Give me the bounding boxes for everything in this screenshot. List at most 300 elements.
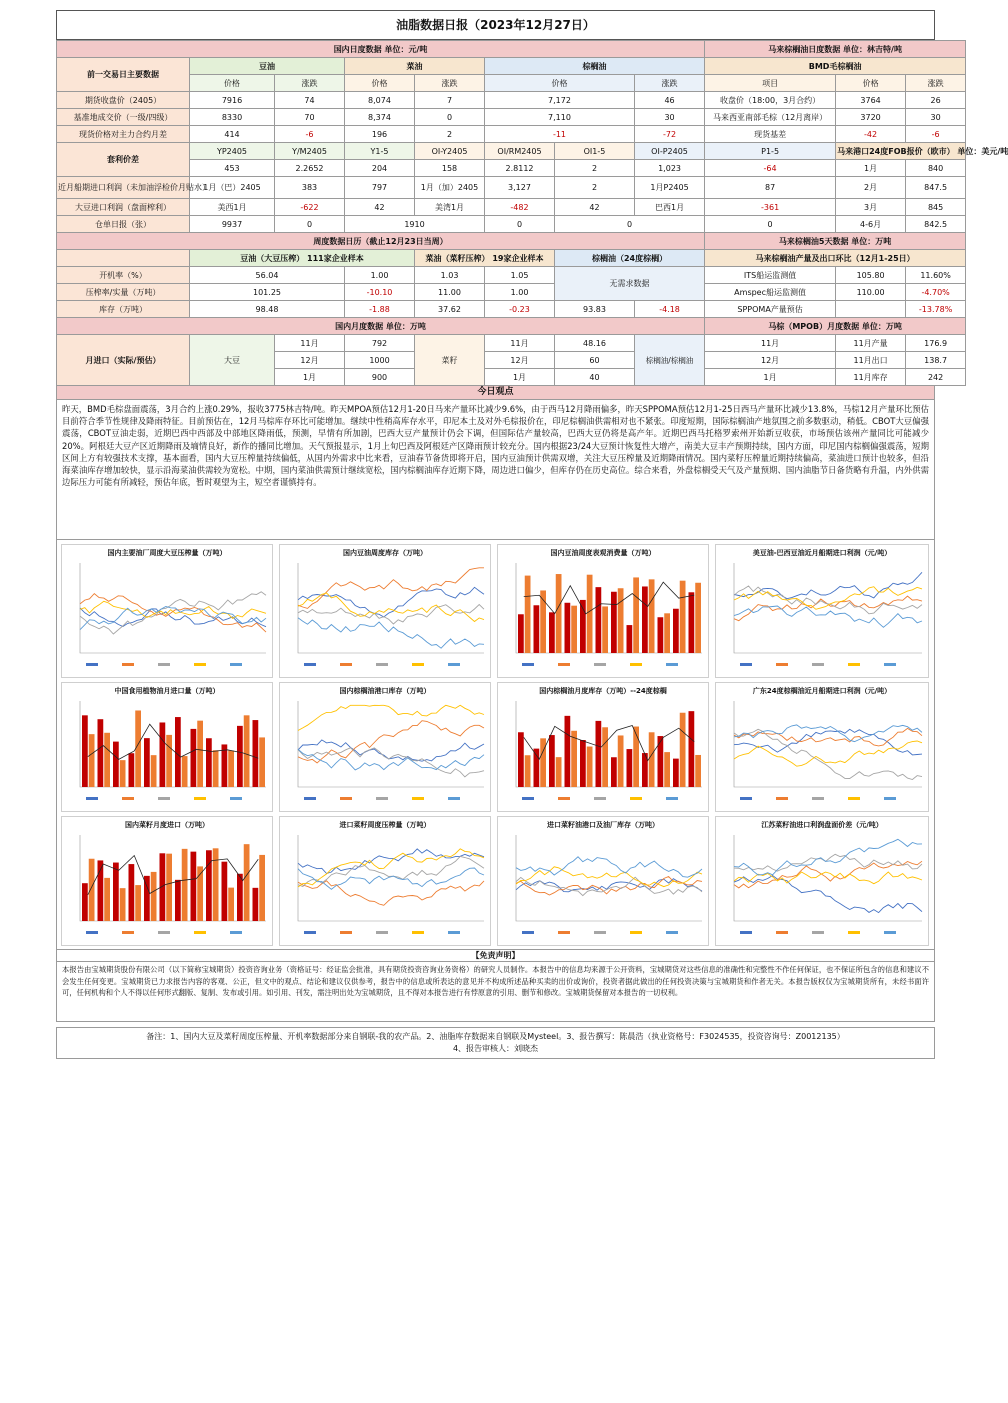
legend-swatch (884, 797, 896, 800)
cell: 453 (190, 160, 275, 177)
cell: 8,374 (345, 109, 415, 126)
cell: 7,172 (485, 92, 635, 109)
chart-bar (618, 588, 624, 653)
month-rape-label: 菜籽 (415, 335, 485, 386)
legend-swatch (558, 663, 570, 666)
chart-graphic (284, 559, 488, 675)
daily-data-table (56, 40, 1008, 386)
legend-swatch (740, 663, 752, 666)
cell: 11月 (275, 335, 345, 352)
cell: 11月 (485, 335, 555, 352)
legend-swatch (448, 663, 460, 666)
legend-swatch (412, 663, 424, 666)
cell: 3720 (836, 109, 906, 126)
chart-line (298, 740, 484, 761)
spread-label: 套利价差 (57, 143, 190, 177)
report-page (56, 10, 1008, 1059)
spread-head: P1-5 (705, 143, 836, 160)
cell: 11月 (705, 335, 836, 352)
chart-bar (113, 742, 119, 787)
chart-bar (82, 883, 88, 921)
disclaimer-title: 【免责声明】 (56, 950, 935, 962)
chart-bar (213, 750, 219, 787)
cell: 11月出口 (836, 352, 906, 369)
chart-bar (587, 575, 593, 653)
row-label: 库存（万吨） (57, 301, 190, 318)
chart-bar (602, 727, 608, 787)
chart-soy-consumption (497, 544, 709, 678)
chart-line (734, 872, 922, 884)
legend-swatch (630, 931, 642, 934)
chart-line (298, 605, 484, 625)
legend-swatch (812, 931, 824, 934)
cell: 1月 (705, 369, 836, 386)
cell: 收盘价（18:00，3月合约） (705, 92, 836, 109)
chart-title: 进口菜籽油港口及油厂库存（万吨） (547, 821, 659, 829)
chart-title: 国内主要油厂周度大豆压榨量（万吨） (107, 549, 227, 557)
chart-palm-port-stock (279, 682, 491, 812)
chart-bar (222, 744, 228, 787)
chart-line (80, 594, 266, 633)
cell: 11.60% (906, 267, 966, 284)
chart-bar (175, 880, 181, 921)
cell: 840 (906, 160, 966, 177)
chart-graphic (720, 697, 926, 809)
cell: 12月 (705, 352, 836, 369)
chart-bar (113, 863, 119, 921)
chart-bar (596, 587, 602, 653)
cell: 3,127 (485, 177, 555, 199)
chart-bar (673, 609, 679, 653)
chart-bar (206, 738, 212, 787)
col-price: 价格 (485, 75, 635, 92)
cell: 2 (415, 126, 485, 143)
cell: 1.00 (345, 267, 415, 284)
cell: 845 (906, 199, 966, 216)
legend-swatch (448, 931, 460, 934)
row-label: 期货收盘价（2405） (57, 92, 190, 109)
cell: 11.00 (415, 284, 485, 301)
legend-swatch (666, 663, 678, 666)
legend-swatch (848, 663, 860, 666)
bmd-header: BMD毛棕榈油 (705, 58, 966, 75)
view-title: 今日观点 (56, 386, 935, 400)
col-item: 项目 (705, 75, 836, 92)
weekly-palm-header: 棕榈油（24度棕榈） (555, 250, 705, 267)
section-malay-daily: 马来棕榈油日度数据 单位：林吉特/吨 (705, 41, 966, 58)
chart-bar (253, 720, 259, 787)
chart-bar (82, 715, 88, 787)
cell: 98.48 (190, 301, 345, 318)
cell: 74 (275, 92, 345, 109)
chart-bar (596, 721, 602, 787)
cell: 37.62 (415, 301, 485, 318)
cell: 11月产量 (836, 335, 906, 352)
chart-line (734, 606, 922, 627)
cell: 2 (555, 160, 635, 177)
chart-bar (518, 732, 524, 787)
row-label: 仓单日报（张） (57, 216, 190, 233)
col-change: 涨跌 (275, 75, 345, 92)
chart-bar (534, 749, 540, 787)
chart-axis (734, 563, 922, 653)
chart-graphic (284, 697, 488, 809)
cell: 美湾1月 (415, 199, 485, 216)
chart-palm-monthly-stock (497, 682, 709, 812)
chart-bar (627, 625, 633, 653)
legend-swatch (194, 931, 206, 934)
table-row (57, 301, 966, 318)
cell: 900 (345, 369, 415, 386)
legend-swatch (122, 797, 134, 800)
chart-axis (734, 701, 922, 787)
cell: 0 (555, 216, 705, 233)
cell: 1月 (836, 160, 906, 177)
chart-graphic (66, 697, 270, 809)
chart-bar (565, 716, 571, 787)
weekly-malay-header: 马来棕榈油产量及出口环比（12月1-25日） (705, 250, 966, 267)
table-row (57, 335, 966, 352)
disclaimer-text: 本报告由宝城期货股份有限公司（以下简称宝城期货）投资咨询业务（资格证号：经证监会批准，具有期货投资咨询业务资格）的研究人员制作。本报告中的信息均来源于公开资料，宝城期货对这些信息的准确性和完整性不作任何保证，也不保证所包含的信息和建议不会发生任何变更。宝城期货已力求报告内容的客观、公正，但文中的观点、结论和建议仅供参考，报告中的信息或所表达的意见并不构成所述品种买卖的出价或询价，投资者据此做出的任何投资决策与宝城期货和作者无关。本报告版权仅为宝城期货所有，未经书面许可，任何机构和个人不得以任何形式翻版、复制、发布或引用。如引用、刊发，需注明出处为宝城期货，且不得对本报告进行有悖原意的引用、删节和修改。宝城期货保留对本报告的一切权利。 (56, 962, 935, 1022)
notes-line-1: 备注：1、国内大豆及菜籽周度压榨量、开机率数据部分来自钢联-我的农产品。2、油脂库存数据来自钢联及Mysteel。3、报告撰写：陈晨浩（执业资格号：F3024535，投资咨询号：Z0012135） (146, 1032, 845, 1041)
legend-swatch (884, 931, 896, 934)
legend-swatch (230, 931, 242, 934)
chart-bar (565, 603, 571, 653)
legend-swatch (522, 931, 534, 934)
section-domestic-daily: 国内日度数据 单位：元/吨 (57, 41, 705, 58)
cell: 1月 (485, 369, 555, 386)
cell: -482 (485, 199, 555, 216)
cell: -64 (705, 160, 836, 177)
cell: 56.04 (190, 267, 345, 284)
cell: 842.5 (906, 216, 966, 233)
chart-bar (680, 713, 686, 787)
table-row (57, 199, 966, 216)
chart-line (734, 876, 922, 913)
chart-soy-import-profit (715, 544, 929, 678)
chart-bar (695, 583, 701, 653)
chart-line (734, 839, 922, 875)
legend-swatch (230, 797, 242, 800)
notes (56, 1027, 935, 1059)
cell: 0 (275, 216, 345, 233)
cell: 2月 (836, 177, 906, 199)
chart-bar (664, 752, 670, 787)
cell: 60 (555, 352, 635, 369)
chart-bar (571, 606, 577, 653)
cell: 1月（巴）2405 (190, 177, 275, 199)
chart-bar (633, 577, 639, 653)
chart-graphic (720, 831, 926, 943)
legend-swatch (158, 663, 170, 666)
table-row (57, 267, 966, 284)
chart-bar (549, 735, 555, 787)
cell: 1.00 (485, 284, 555, 301)
cell: 105.80 (836, 267, 906, 284)
spread-head: OI1-5 (555, 143, 635, 160)
legend-swatch (122, 663, 134, 666)
chart-title: 国内棕榈油月度库存（万吨）--24度棕榈 (539, 687, 667, 695)
chart-bar (237, 726, 243, 787)
cell: -1.88 (345, 301, 415, 318)
legend-swatch (412, 797, 424, 800)
chart-bar (680, 581, 686, 653)
rape-header: 菜油 (345, 58, 485, 75)
table-row (57, 126, 966, 143)
chart-bar (259, 737, 265, 787)
prev-day-label: 前一交易日主要数据 (57, 58, 190, 92)
chart-bar (144, 738, 150, 787)
cell: 11月库存 (836, 369, 906, 386)
cell: 196 (345, 126, 415, 143)
legend-swatch (884, 663, 896, 666)
chart-axis (734, 835, 922, 921)
cell: 0 (415, 109, 485, 126)
cell: -4.70% (906, 284, 966, 301)
legend-swatch (558, 931, 570, 934)
cell: 美西1月 (190, 199, 275, 216)
cell: 158 (415, 160, 485, 177)
chart-title: 国内豆油周度表观消费量（万吨） (550, 549, 656, 557)
cell: 2 (555, 177, 635, 199)
chart-veg-oil-import (61, 682, 273, 812)
chart-bar (135, 710, 141, 787)
fob-header: 马来港口24度FOB报价（欧市） 单位：美元/吨 (836, 143, 966, 160)
chart-bar (222, 862, 228, 921)
chart-bar (166, 854, 172, 921)
legend-swatch (340, 663, 352, 666)
table-row (57, 160, 966, 177)
chart-line (734, 741, 922, 766)
chart-bar (175, 717, 181, 787)
cell: 8,074 (345, 92, 415, 109)
legend-swatch (86, 931, 98, 934)
col-price: 价格 (345, 75, 415, 92)
chart-bar (540, 738, 546, 787)
soy-header: 豆油 (190, 58, 345, 75)
section-mpob-monthly: 马棕（MPOB）月度数据 单位：万吨 (705, 318, 966, 335)
cell: 797 (345, 177, 415, 199)
chart-bar (259, 855, 265, 921)
chart-bar (98, 719, 104, 787)
chart-line (298, 705, 484, 730)
spread-head: YP2405 (190, 143, 275, 160)
chart-line (524, 582, 695, 614)
view-text: 昨天，BMD毛棕盘面震荡，3月合约上涨0.29%，报收3775林吉特/吨。昨天MPOA预估12月1-20日马来产量环比减少9.6%，由于西马12月降雨偏多，昨天SPPOMA预估12月1-25日西马产量环比减少13.8%，马棕12月产量环比预估目前符合季节性规律及降雨特征。目前预估在，12月马棕库存环比可能增加。继续中性稍高库存水平，印尼本土及对外毛棕报价在，印尼棕榈油供需相对也不紧张。印度短期，国际棕榈油产地氛围之前多数驱动，稍低。CBOT大豆偏强震荡，CBOT豆油走弱，近期巴西中西部及中部地区降雨低，预测，早情有所加剧，巴西大豆产量预计仍会下调，但国际估产量较高，巴西大豆仍将是高产年。近期巴西马托格罗索州开始新豆收获，市场预估该州产量同比可能减少20%。阿根廷大豆产区近期降雨及墒情良好，新作的播同比增加。天气预报显示，1月上旬巴西及阿根廷产区降雨预计较充分。国内根据23/24大豆预计恢复性大增产，南美大豆丰产预期持续，国内方面，印尼国内棕榈偏强震荡，短期区间上方有较强技术支撑，基本面看，国内大豆压榨量持续偏低，从国内外需求中比来看，豆油春节备货即将开启，国内豆油预计供需双增，关注大豆压榨量及近期降雨情况。国内菜籽压榨量近期持续偏高，菜油进口预计也较多，但沿海菜油库存增加较快，显示沿海菜油供需较为宽松。中期，国内菜油供需预计继续宽松，国内棕榈油库存近期下降，周边进口偏少，但库存仍在历史高位。综合来看，外盘棕榈受天气及产量预期、国内油脂节日备货略有升温，内外供需边际压力可能有所减轻，预估年底，暂时观望为主，短空者谨慎持有。 (56, 400, 935, 540)
chart-title: 江苏菜籽油进口利润盘面价差（元/吨） (761, 821, 883, 829)
chart-bar (525, 755, 531, 787)
cell: 1000 (345, 352, 415, 369)
chart-bar (580, 740, 586, 787)
chart-bar (104, 733, 110, 787)
report-title: 油脂数据日报（2023年12月27日） (56, 10, 935, 40)
cell: 414 (190, 126, 275, 143)
chart-axis (298, 563, 484, 653)
chart-title: 国内棕榈油港口库存（万吨） (339, 687, 431, 695)
chart-bar (228, 751, 234, 787)
legend-swatch (86, 797, 98, 800)
cell: -6 (275, 126, 345, 143)
legend-swatch (340, 931, 352, 934)
chart-graphic (720, 559, 926, 675)
chart-title: 进口菜籽周度压榨量（万吨） (339, 821, 431, 829)
chart-rapeseed-crush (279, 816, 491, 946)
chart-soy-inventory (279, 544, 491, 678)
cell: 0 (485, 216, 555, 233)
spread-head: Y/M2405 (275, 143, 345, 160)
chart-bar (182, 756, 188, 787)
chart-bar (602, 606, 608, 653)
cell (836, 301, 906, 318)
chart-bar (525, 576, 531, 653)
palm-no-data: 无需求数据 (555, 267, 705, 301)
weekly-soy-header: 豆油（大豆压榨） 111家企业样本 (190, 250, 415, 267)
chart-bar (534, 605, 540, 653)
chart-graphic (66, 559, 270, 675)
section-weekly: 周度数据日历（截止12月23日当周） (57, 233, 705, 250)
legend-swatch (522, 663, 534, 666)
legend-swatch (848, 931, 860, 934)
legend-swatch (448, 797, 460, 800)
legend-swatch (194, 797, 206, 800)
chart-title: 中国食用植物油月进口量（万吨） (114, 687, 220, 695)
cell: -42 (836, 126, 906, 143)
chart-bar (182, 849, 188, 921)
chart-bar (135, 885, 141, 921)
chart-line (298, 721, 484, 763)
chart-bar (104, 878, 110, 921)
legend-swatch (594, 931, 606, 934)
legend-swatch (666, 931, 678, 934)
chart-bar (120, 888, 126, 921)
row-label: 月进口（实际/预估） (57, 335, 190, 386)
legend-swatch (558, 797, 570, 800)
cell: 1月（加）2405 (415, 177, 485, 199)
chart-bar (129, 864, 135, 921)
cell: 12月 (275, 352, 345, 369)
cell: 30 (906, 109, 966, 126)
row-label: 基准地成交价（一级/四级） (57, 109, 190, 126)
col-change: 涨跌 (415, 75, 485, 92)
chart-graphic (502, 831, 706, 943)
chart-bar (518, 614, 524, 653)
chart-bar (160, 722, 166, 787)
chart-axis (298, 835, 484, 921)
chart-line (298, 868, 484, 889)
cell: 242 (906, 369, 966, 386)
cell: -13.78% (906, 301, 966, 318)
legend-swatch (666, 797, 678, 800)
legend-swatch (848, 797, 860, 800)
cell: 42 (555, 199, 635, 216)
chart-bar (571, 731, 577, 787)
cell: 93.83 (555, 301, 635, 318)
chart-rape-import-profit (715, 816, 929, 946)
cell: 48.16 (555, 335, 635, 352)
chart-bar (556, 757, 562, 787)
chart-line (80, 592, 266, 634)
chart-graphic (284, 831, 488, 943)
chart-graphic (66, 831, 270, 943)
chart-bar (642, 586, 648, 653)
col-change: 涨跌 (635, 75, 705, 92)
cell: SPPOMA产量预估 (705, 301, 836, 318)
month-soy-label: 大豆 (190, 335, 275, 386)
chart-bar (213, 848, 219, 921)
section-malay-weekly: 马来棕榈油5天数据 单位：万吨 (705, 233, 966, 250)
chart-bar (166, 735, 172, 787)
cell: -622 (275, 199, 345, 216)
row-label: 开机率（%） (57, 267, 190, 284)
chart-bar (649, 732, 655, 787)
chart-bar (658, 736, 664, 787)
chart-line (734, 586, 922, 614)
spread-head: OI-P2405 (635, 143, 705, 160)
legend-swatch (86, 663, 98, 666)
chart-graphic (502, 559, 706, 675)
cell: 4-6月 (836, 216, 906, 233)
chart-axis (298, 701, 484, 787)
chart-rapeseed-import (61, 816, 273, 946)
cell: 26 (906, 92, 966, 109)
chart-bar (689, 592, 695, 653)
chart-title: 广东24度棕榈油近月船期进口利润（元/吨） (752, 687, 892, 695)
legend-swatch (776, 931, 788, 934)
cell: 3764 (836, 92, 906, 109)
chart-bar (695, 755, 701, 787)
chart-bar (144, 876, 150, 921)
cell: 1月P2405 (635, 177, 705, 199)
row-label: 大豆进口利润（盘面榨利） (57, 199, 190, 216)
chart-bar (89, 734, 95, 787)
legend-swatch (304, 931, 316, 934)
table-row (57, 177, 966, 199)
chart-bar (549, 612, 555, 653)
legend-swatch (412, 931, 424, 934)
chart-bar (689, 711, 695, 787)
chart-bar (151, 755, 157, 787)
legend-swatch (376, 931, 388, 934)
chart-title: 国内菜籽月度进口（万吨） (125, 821, 209, 829)
cell: 792 (345, 335, 415, 352)
chart-soy-crush (61, 544, 273, 678)
cell: 2.2652 (275, 160, 345, 177)
cell: -6 (906, 126, 966, 143)
cell: -10.10 (345, 284, 415, 301)
row-label: 压榨率/实量（万吨） (57, 284, 190, 301)
cell: 87 (705, 177, 836, 199)
chart-bar (611, 592, 617, 653)
chart-bar (627, 749, 633, 787)
chart-bar (556, 574, 562, 653)
cell: 176.9 (906, 335, 966, 352)
chart-bar (649, 579, 655, 653)
month-palm-label: 棕榈油/棕榈油 (635, 335, 705, 386)
cell: 1月 (275, 369, 345, 386)
legend-swatch (630, 663, 642, 666)
cell: -11 (485, 126, 635, 143)
section-monthly: 国内月度数据 单位：万吨 (57, 318, 705, 335)
cell: 1.05 (485, 267, 555, 284)
legend-swatch (340, 797, 352, 800)
cell: -72 (635, 126, 705, 143)
legend-swatch (740, 931, 752, 934)
chart-bar (618, 735, 624, 787)
legend-swatch (776, 797, 788, 800)
chart-bar (673, 759, 679, 787)
chart-bar (611, 757, 617, 787)
cell: 0 (705, 216, 836, 233)
